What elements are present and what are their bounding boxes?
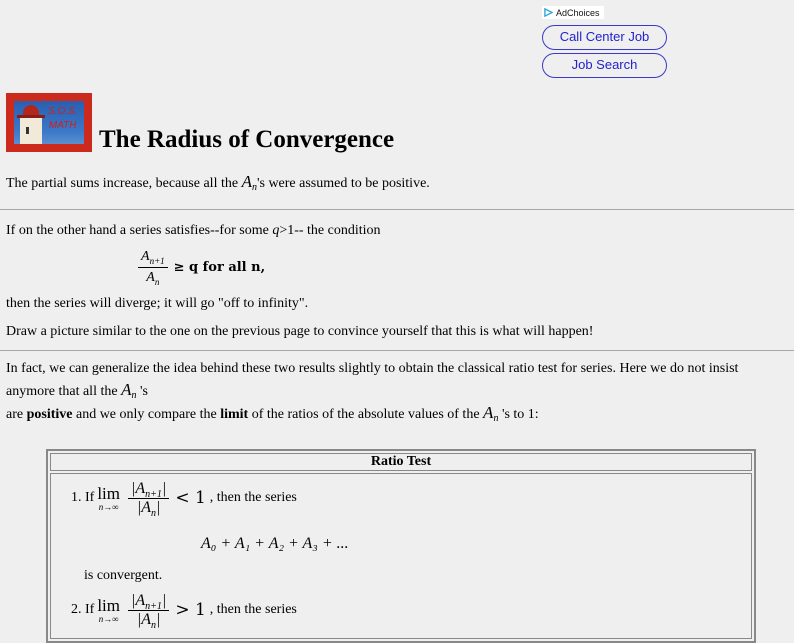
text: 's to 1:	[498, 407, 539, 422]
condition-rest: ≥ q for all n,	[173, 259, 266, 275]
item-tail: , then the series	[209, 602, 297, 617]
text: The partial sums increase, because all the	[6, 176, 242, 191]
fraction-denominator: $A_n$	[146, 269, 160, 287]
ratio-fraction	[138, 249, 168, 286]
math-var-an: $A_n$	[483, 403, 499, 424]
math-var-an: $A_n$	[121, 380, 137, 401]
limit-operator	[97, 485, 120, 512]
lighthouse-window	[26, 127, 29, 134]
ratio-test-item-2	[51, 586, 751, 634]
math-var-an: $A_n$	[241, 172, 257, 193]
logo-text-line1: S.O.S.	[48, 106, 78, 117]
fraction-numerator: $|A_{n+1}|$	[128, 592, 169, 611]
text: In fact, we can generalize the idea behind these two results slightly to obtain the classical ratio test for series. Here we do not insist anymore that all the	[6, 361, 739, 399]
paragraph-diverge: then the series will diverge; it will go "off to infinity".	[6, 296, 309, 311]
item-tail: , then the series	[209, 490, 297, 505]
paragraph-partial-sums	[0, 174, 794, 194]
lim-word: lim	[97, 595, 120, 615]
relation: < 1	[175, 488, 206, 508]
bold-limit: limit	[220, 407, 249, 422]
ratio-test-header: Ratio Test	[50, 453, 752, 471]
abs-ratio-fraction	[128, 480, 169, 517]
text: are	[6, 407, 27, 422]
divider	[0, 209, 794, 210]
series-expression: A₀ + A₁ + A₂ + A₃ + ...	[201, 535, 349, 552]
limit-operator	[97, 597, 120, 624]
condition-equation	[0, 244, 794, 290]
paragraph-draw-picture: Draw a picture similar to the one on the previous page to convince yourself that this is what will happen!	[6, 324, 594, 339]
lim-subscript: n→∞	[98, 613, 119, 624]
text: If on the other hand a series satisfies--for some	[6, 223, 273, 238]
ratio-test-table	[46, 449, 756, 643]
sos-math-logo[interactable]	[6, 93, 92, 152]
page-header	[0, 0, 794, 152]
item-lead: 1. If	[71, 490, 95, 505]
ratio-test-body	[50, 473, 752, 639]
main-content	[0, 152, 794, 643]
text: 's were assumed to be positive.	[256, 176, 430, 191]
abs-ratio-fraction	[128, 592, 169, 629]
lighthouse-tower	[20, 115, 42, 144]
fraction-denominator: $|A_n|$	[136, 610, 161, 631]
ratio-test-item-1	[51, 474, 751, 522]
page-title: The Radius of Convergence	[99, 126, 395, 153]
fraction-numerator: $A_{n+1}$	[138, 249, 168, 268]
bold-positive: positive	[26, 407, 73, 422]
logo-text	[48, 105, 77, 133]
ratio-test-wrapper	[0, 449, 794, 643]
relation: > 1	[175, 600, 206, 620]
lim-subscript: n→∞	[98, 501, 119, 512]
item-lead: 2. If	[71, 602, 95, 617]
text: 's	[136, 384, 148, 399]
logo-background	[14, 101, 84, 144]
math-var-q: q	[272, 223, 280, 238]
lighthouse-gallery	[17, 115, 45, 118]
logo-text-line2: MATH	[48, 120, 77, 131]
convergent-text: is convergent.	[84, 568, 163, 583]
paragraph-condition-intro	[0, 221, 794, 241]
adchoices-badge[interactable]	[542, 6, 604, 19]
adchoices-icon	[544, 8, 553, 17]
adchoices-label: AdChoices	[556, 7, 600, 18]
ad-area	[542, 6, 672, 78]
text: and we only compare the	[72, 407, 221, 422]
lim-word: lim	[97, 483, 120, 503]
fraction-denominator: $|A_n|$	[136, 498, 161, 519]
text: of the ratios of the absolute values of the	[248, 407, 484, 422]
job-search-button[interactable]: Job Search	[542, 53, 667, 78]
call-center-job-button[interactable]: Call Center Job	[542, 25, 667, 50]
divider	[0, 350, 794, 351]
fraction-numerator: $|A_{n+1}|$	[128, 480, 169, 499]
text: >1-- the condition	[279, 223, 381, 238]
paragraph-generalize	[0, 357, 794, 426]
